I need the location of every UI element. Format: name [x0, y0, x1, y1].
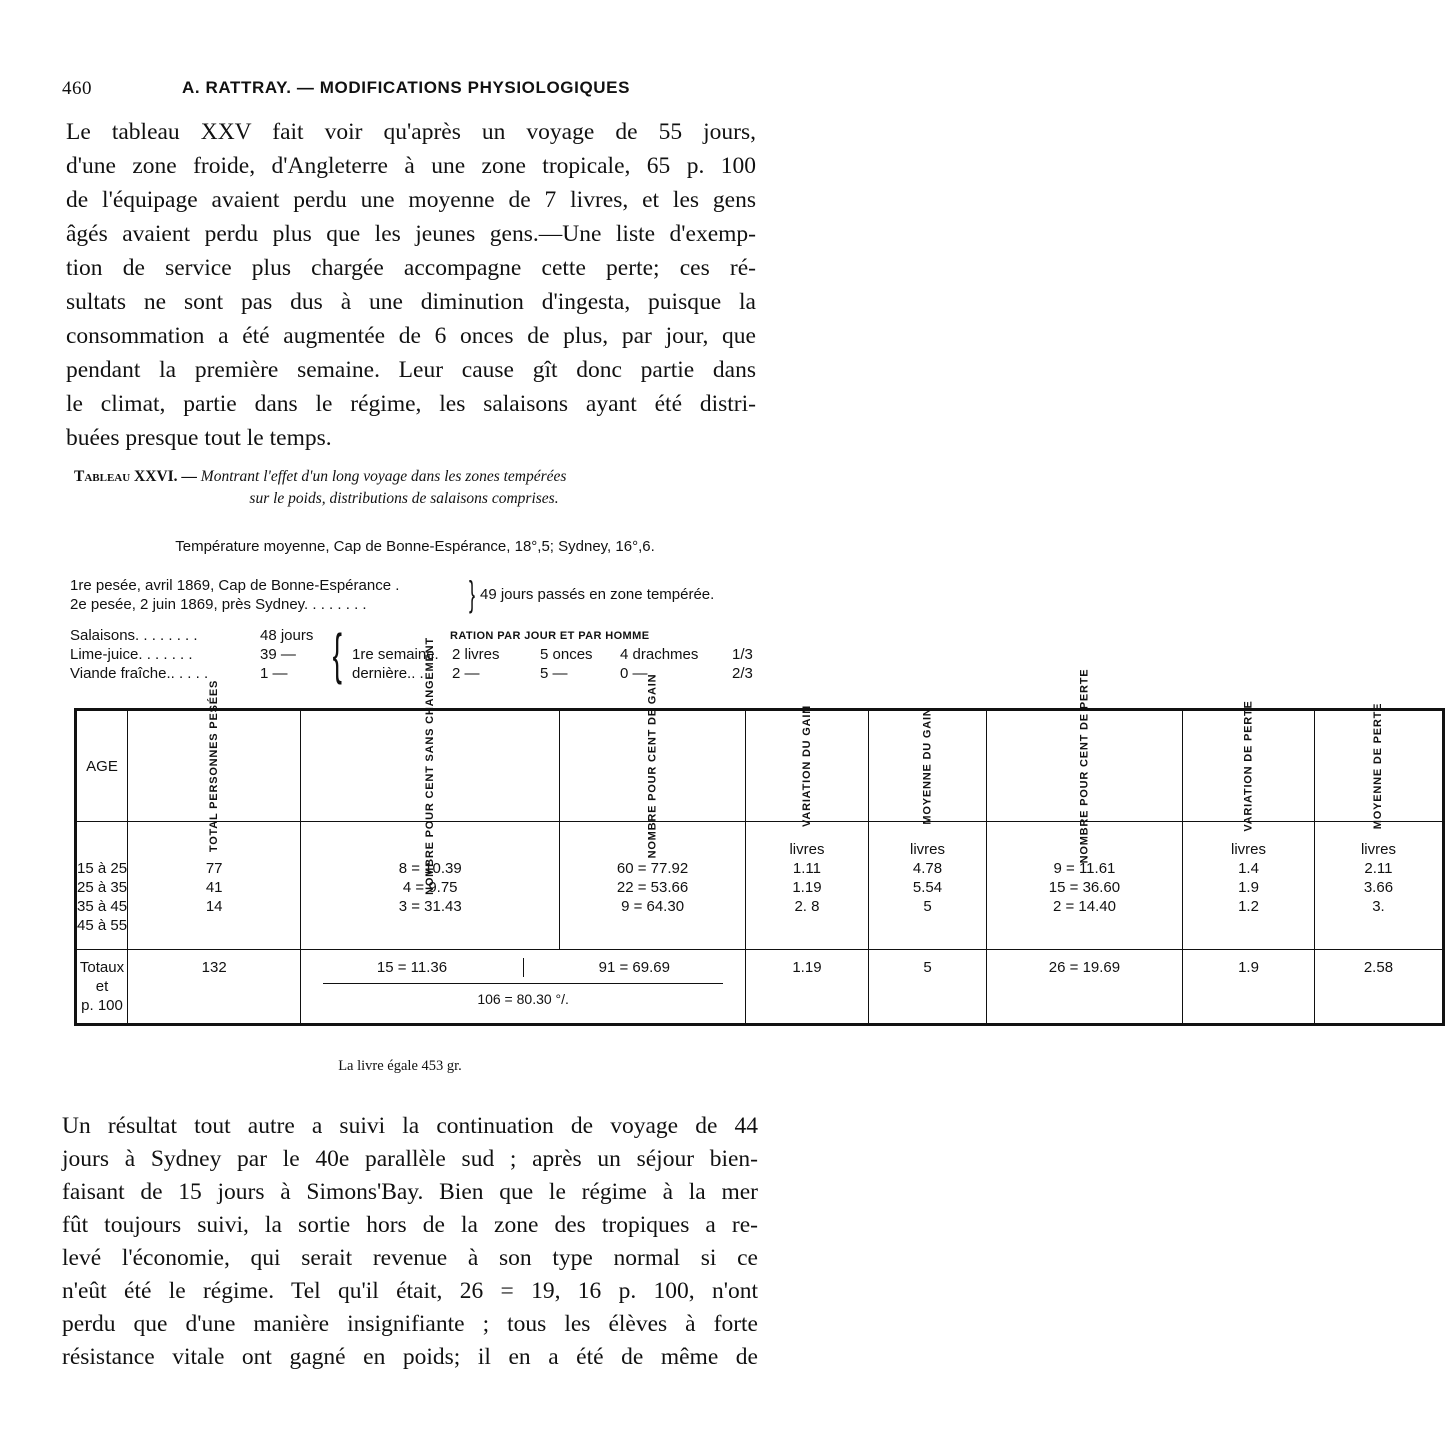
caption-label: Tableau XXVI. — — [74, 468, 197, 485]
age-cell: 15 à 25 25 à 35 35 à 45 45 à 55 — [77, 860, 128, 934]
paragraph-continuation — [62, 1110, 758, 1374]
salaisons-block — [70, 622, 770, 685]
text-line: fût toujours suivi, la sortie hors de la zone des tropiques a re- — [62, 1212, 758, 1238]
ration-when: 1re semaine. — [352, 646, 439, 663]
text-line: d'une zone froide, d'Angleterre à une zone tropicale, 65 p. 100 — [66, 153, 756, 179]
ration-fraction: 1/3 — [732, 646, 753, 663]
text-line: n'eût été le régime. Tel qu'il était, 26 = 19, 16 p. 100, n'ont — [62, 1278, 758, 1304]
text-line: le climat, partie dans le régime, les salaisons ayant été distri- — [66, 391, 756, 417]
text-line: pendant la première semaine. Leur cause gît donc partie dans — [66, 357, 756, 383]
column-header: NOMBRE POUR CENT DE PERTE — [987, 710, 1183, 822]
text-line: levé l'économie, qui serait revenue à son type normal si ce — [62, 1245, 758, 1271]
salaison-value: 39 — — [260, 646, 296, 663]
ration-row-last-week — [352, 664, 782, 683]
ration-livres: 2 — — [452, 665, 480, 682]
ration-onces: 5 — — [540, 665, 568, 682]
totals-perte: 26 = 19.69 — [987, 950, 1183, 1025]
text-line: jours à Sydney par le 40e parallèle sud ; après un séjour bien- — [62, 1146, 758, 1172]
salaison-label: Salaisons. . . . . . . . — [70, 627, 198, 644]
column-header: TOTAL PERSONNES PESÉES — [128, 710, 301, 822]
pesee-second: 2e pesée, 2 juin 1869, près Sydney. . . . . . . . — [70, 596, 367, 613]
column-header: MOYENNE DE PERTE — [1315, 710, 1443, 822]
gain-cell: 60 = 77.92 22 = 53.66 9 = 64.30 — [560, 822, 746, 950]
ration-drachmes: 0 — — [620, 665, 648, 682]
text-line: Un résultat tout autre a suivi la continuation de voyage de 44 — [62, 1113, 758, 1139]
table-row — [76, 822, 1444, 950]
totals-combined: 106 = 80.30 °/. — [477, 991, 569, 1007]
column-header: NOMBRE POUR CENT SANS CHANGEMENT — [301, 710, 560, 822]
salaison-label: Viande fraîche.. . . . . — [70, 665, 209, 682]
perte-cell: 9 = 11.61 15 = 36.60 2 = 14.40 — [987, 822, 1183, 950]
salaison-label: Lime-juice. . . . . . . — [70, 646, 193, 663]
ration-livres: 2 livres — [452, 646, 500, 663]
moyenne-perte-cell: livres 2.11 3.66 3. — [1315, 822, 1443, 950]
ration-onces: 5 onces — [540, 646, 593, 663]
moyenne-gain-cell: livres 4.78 5.54 5 — [868, 822, 986, 950]
pesees-block — [70, 573, 770, 614]
text-line: faisant de 15 jours à Simons'Bay. Bien que le régime à la mer — [62, 1179, 758, 1205]
totals-moy-gain: 5 — [868, 950, 986, 1025]
running-header — [62, 78, 762, 106]
text-line: buées presque tout le temps. — [66, 425, 332, 451]
text-line: résistance vitale ont gagné en poids; il en a été de même de — [62, 1344, 758, 1370]
column-header: VARIATION DU GAIN — [745, 710, 868, 822]
variation-gain-cell: livres 1.11 1.19 2. 8 — [745, 822, 868, 950]
totals-var-perte: 1.9 — [1182, 950, 1314, 1025]
totals-total: 132 — [128, 950, 301, 1025]
brace-line — [323, 983, 723, 990]
text-line: sultats ne sont pas dus à une diminution d'ingesta, puisque la — [66, 289, 756, 315]
caption-line-2: sur le poids, distributions de salaisons comprises. — [249, 490, 559, 507]
pesee-first: 1re pesée, avril 1869, Cap de Bonne-Espérance . — [70, 577, 400, 594]
text-line: âgés avaient perdu plus que les jeunes gens.—Une liste d'exemp- — [66, 221, 756, 247]
temperature-line: Température moyenne, Cap de Bonne-Espérance, 18°,5; Sydney, 16°,6. — [175, 538, 655, 555]
text-line: consommation a été augmentée de 6 onces de plus, par jour, que — [66, 323, 756, 349]
salaison-value: 48 jours — [260, 627, 314, 644]
page-number: 460 — [62, 78, 92, 99]
totals-moy-perte: 2.58 — [1315, 950, 1443, 1025]
total-cell: 77 41 14 — [128, 822, 301, 950]
table-caption — [74, 466, 764, 510]
paragraph-intro — [66, 115, 756, 455]
running-title: A. RATTRAY. — MODIFICATIONS PHYSIOLOGIQUES — [182, 78, 631, 97]
salaison-value: 1 — — [260, 665, 288, 682]
text-line: perdu que d'une manière insignifiante ; tous les élèves à forte — [62, 1311, 758, 1337]
pesees-summary: 49 jours passés en zone tempérée. — [480, 586, 715, 603]
ration-row-first-week — [352, 645, 782, 664]
column-header-age: AGE — [76, 710, 128, 822]
totals-row — [76, 950, 1444, 1025]
totals-label: Totaux et p. 100 — [76, 950, 128, 1025]
text-line: Le tableau XXV fait voir qu'après un voyage de 55 jours, — [66, 119, 756, 145]
text-line: tion de service plus chargée accompagne cette perte; ces ré- — [66, 255, 756, 281]
sans-changement-cell: 8 = 10.39 4 = 9.75 3 = 31.43 — [301, 822, 560, 950]
brace-glyph: } — [469, 573, 476, 614]
totals-var-gain: 1.19 — [745, 950, 868, 1025]
caption-line-1: Montrant l'effet d'un long voyage dans les zones tempérées — [200, 468, 567, 485]
ration-fraction: 2/3 — [732, 665, 753, 682]
text-line: de l'équipage avaient perdu une moyenne de 7 livres, et les gens — [66, 187, 756, 213]
column-header: MOYENNE DU GAIN — [868, 710, 986, 822]
table-note: La livre égale 453 gr. — [338, 1058, 462, 1074]
ration-drachmes: 4 drachmes — [620, 646, 699, 663]
brace-glyph: { — [332, 622, 343, 685]
ration-heading: RATION PAR JOUR ET PAR HOMME — [450, 630, 650, 642]
variation-perte-cell: livres 1.4 1.9 1.2 — [1182, 822, 1314, 950]
column-header: NOMBRE POUR CENT DE GAIN — [560, 710, 746, 822]
column-header: VARIATION DE PERTE — [1182, 710, 1314, 822]
totals-sans-gain: 15 = 11.36 91 = 69.69 106 = 80.30 °/. — [301, 950, 746, 1025]
ration-when: dernière.. . — [352, 665, 424, 682]
table-header-row — [76, 710, 1444, 822]
